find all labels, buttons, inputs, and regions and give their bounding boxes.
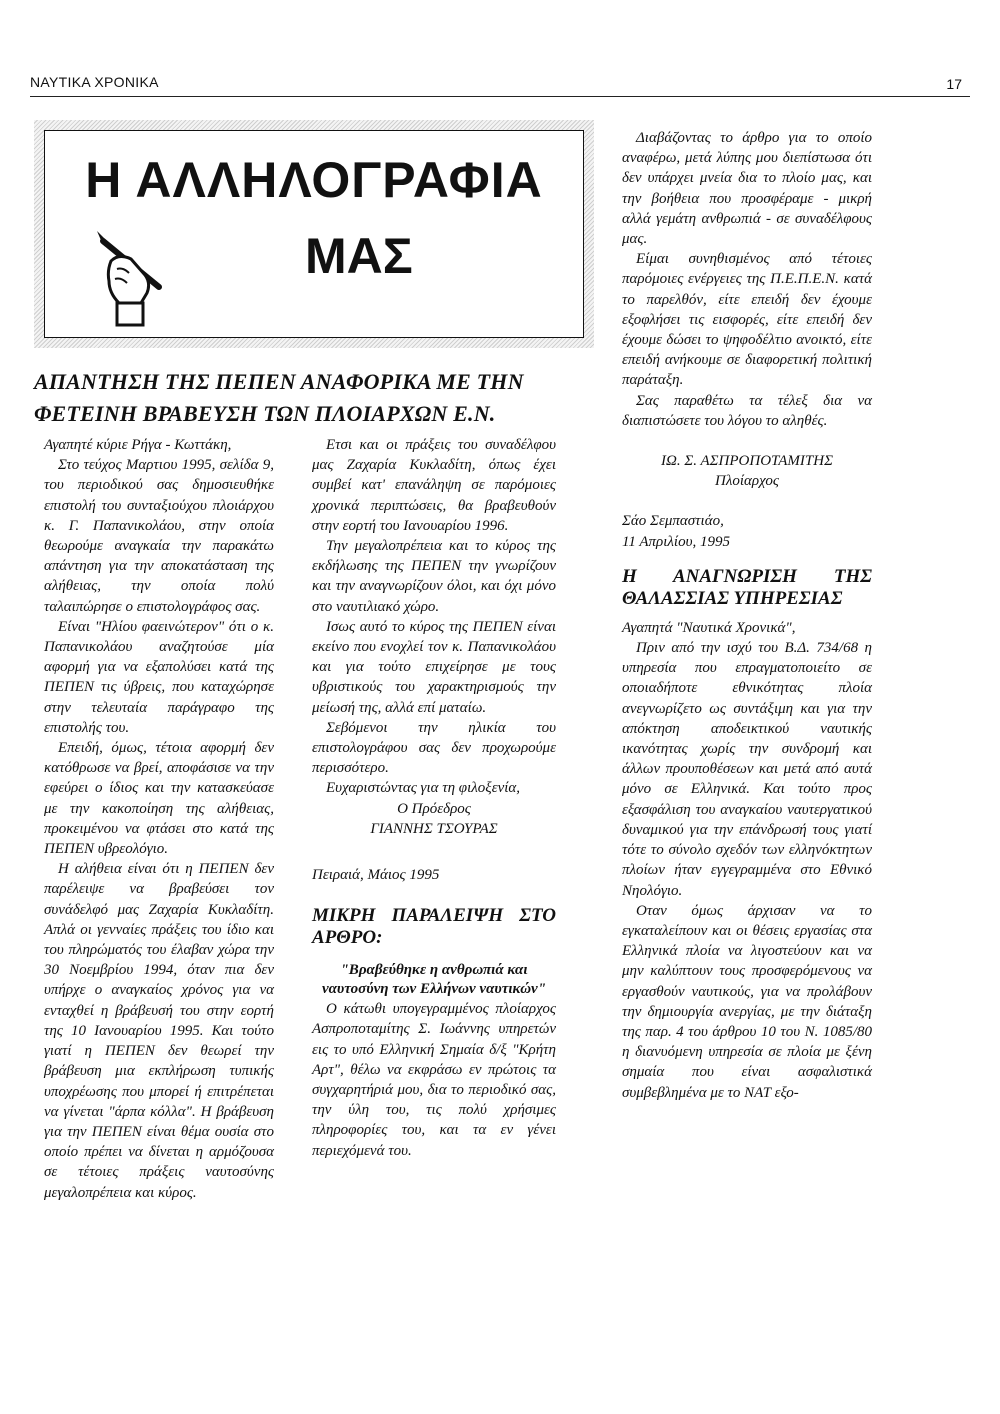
article-quote: "Βραβεύθηκε η ανθρωπιά και ναυτοσύνη των Ελλήνων ναυτικών" xyxy=(321,962,547,998)
signer-name: ΙΩ. Σ. ΑΣΠΡΟΠΟΤΑΜΙΤΗΣ xyxy=(660,453,834,470)
signer-role: Ο Πρόεδρος xyxy=(397,800,471,817)
section-banner xyxy=(34,120,594,348)
paragraph: Ο κάτωθι υπογεγραμμένος πλοίαρχος Ασπροποταμίτης Σ. Ιωάννης υπηρετών εις το υπό Ελληνική Σημαία δ/ξ "Κρήτη Αρτ", θέλω να εκφράσω εν πρώτοις τα συγχαρητήριά μου, δια το περιοδικό σας, την ύλη του, τις πολύ χρήσιμες πληροφορίες του, και τα εν γένει περιεχόμενά του. xyxy=(312,1001,556,1159)
paragraph: Ετσι και οι πράξεις του συναδέλφου μας Ζαχαρία Κυκλαδίτη, όπως έχει συμβεί κατ' επανάληψη σε παρόμοιες χρονικά περιπτώσεις, θα βραβευθούν στην εορτή του Ιανουαρίου 1996. xyxy=(312,437,556,534)
salutation: Αγαπητά "Ναυτικά Χρονικά", xyxy=(622,619,796,636)
paragraph: Επειδή, όμως, τέτοια αφορμή δεν κατόθρωσε να βρεί, αποφάσισε να την εφεύρει ο ίδιος και την κατασκεύασε με την κακοποίηση της αλήθειας, προκειμένου να φτάσει στο κατά της ΠΕΠΕΝ υβρεολόγιο. xyxy=(44,740,274,858)
page-number: 17 xyxy=(946,76,962,92)
magazine-name: ΝΑΥΤΙΚΑ ΧΡΟΝΙΚΑ xyxy=(30,74,159,90)
banner-subtitle: ΜΑΣ xyxy=(305,228,413,284)
signer-role: Πλοίαρχος xyxy=(715,473,779,490)
paragraph: Ευχαριστώντας για τη φιλοξενία, xyxy=(326,780,521,797)
page-header xyxy=(30,74,970,97)
paragraph: Πριν από την ισχύ του Β.Δ. 734/68 η υπηρεσία που επραγματοποιείτο σε οποιαδήποτε εθνικότητας πλοία ανεγνωρίζετο ως συντάξιμη και για την απόκτηση αποδεικτικού ναυτικής ικανότητας χωρίς την συνδρομή και άλλων προυποθέσεων και μετά από αυτά μόνο σε Ελληνικά. Και τούτο προς εξασφάλιση του αναγκαίου ναυτεργατικού δυναμικού για την επάνδρωσή τους γιατί τότε το σύνολο σχεδόν των ελληνόκτητων πλοίων ήταν εγγεγραμμένα στο Εθνικό Νηολόγιο. xyxy=(622,640,872,899)
article-headline: Η ΑΝΑΓΝΩΡΙΣΗ ΤΗΣ ΘΑΛΑΣΣΙΑΣ ΥΠΗΡΕΣΙΑΣ xyxy=(622,565,872,609)
paragraph: Ισως αυτό το κύρος της ΠΕΠΕΝ είναι εκείνο που ενοχλεί τον κ. Παπανικολάου και για τούτο επιχείρησε με τους υβριστικούς του χαρακτηρισμούς την μείωσή της, αλλά επί ματαίω. xyxy=(312,618,556,716)
paragraph: Σας παραθέτω τα τέλεξ δια να διαπιστώσετε του λόγου το αληθές. xyxy=(622,392,872,429)
paragraph: Είναι "Ηλίου φαεινώτερον" ότι ο κ. Παπανικολάου αναζητούσε μία αφορμή για να εξαπολύσει κατά της ΠΕΠΕΝ τις ύβρεις, που καταχώρησε στην τελευταία παράγραφο της επιστολής του. xyxy=(44,618,274,736)
place: Σάο Σεμπαστιάο, xyxy=(622,513,724,530)
date: 11 Απριλίου, 1995 xyxy=(622,533,730,550)
article-headline: ΜΙΚΡΗ ΠΑΡΑΛΕΙΨΗ ΣΤΟ ΑΡΘΡΟ: xyxy=(312,905,556,949)
column-left xyxy=(44,435,274,1203)
place-date: Πειραιά, Μάιος 1995 xyxy=(312,867,440,884)
paragraph: Σεβόμενοι την ηλικία του επιστολογράφου σας δεν προχωρούμε περισσότερο. xyxy=(312,719,556,777)
paragraph: Είμαι συνηθισμένος από τέτοιες παρόμοιες ενέργειες της Π.Ε.Π.Ε.Ν. κατά το παρελθόν, είτε επειδή δεν έχουμε εξοφλήσει τις εισφορές, είτε επειδή δεν έχουμε δώσει το ψηφοδέλτιο ανοικτό, είτε επειδή ανήκουμε σε διαφορετική πολιτική παράταξη. xyxy=(622,251,872,389)
salutation: Αγαπητέ κύριε Ρήγα - Κωττάκη, xyxy=(44,437,232,453)
signer-name: ΓΙΑΝΝΗΣ ΤΣΟΥΡΑΣ xyxy=(370,820,498,837)
paragraph: Στο τεύχος Μαρτιου 1995, σελίδα 9, του περιοδικού σας δημοσιευθήκε επιστολή του συνταξιούχου πλοιάρχου κ. Γ. Παπανικολάου, στην οποία θεωρούμε αναγκαία την παρακάτω απάντηση για την αποκατάσταση της αλήθειας, την οποία πολύ ταλαιπώρησε ο επιστολογράφος σας. xyxy=(44,457,274,615)
paragraph: Διαβάζοντας το άρθρο για το οποίο αναφέρω, μετά λύπης μου διεπίστωσα ότι δεν υπάρχει μνεία δια το πλοίο μας, και την βοήθεια που προσφέραμε - μικρή αλλά γεμάτη ανθρωπιά - σε συναδέλφους μας. xyxy=(622,130,872,248)
article-headline: ΑΠΑΝΤΗΣΗ ΤΗΣ ΠΕΠΕΝ ΑΝΑΦΟΡΙΚΑ ΜΕ ΤΗΝ ΦΕΤΕΙΝΗ ΒΡΑΒΕΥΣΗ ΤΩΝ ΠΛΟΙΑΡΧΩΝ Ε.Ν. xyxy=(34,369,524,426)
banner-frame xyxy=(44,130,584,338)
column-middle xyxy=(312,435,556,1161)
paragraph: Την μεγαλοπρέπεια και το κύρος της εκδήλωσης της ΠΕΠΕΝ την γνωρίζουν και την αναγνωρίζουν όλοι, και όχι μόνο στο ναυτιλιακό χώρο. xyxy=(312,538,556,615)
paragraph: Η αλήθεια είναι ότι η ΠΕΠΕΝ δεν παρέλειψε να βραβεύσει τον συνάδελφό μας Ζαχαρία Κυκλαδίτη. Απλά οι γενναίες πράξεις του ίδιο και του πληρώματός του έλαβαν χώρα την 30 Νοεμβρίου 1994, όταν πια δεν υπήρχε ο αναγκαίος χρόνος για να ενταχθεί η βράβευσή του στην εορτή της 10 Ιανουαρίου 1995. Και τούτο γιατί η ΠΕΠΕΝ δεν θεωρεί την βράβευση μια εκπλήρωση τυπικής υποχρέωσης που μπορεί ή επιτρέπεται να γίνεται "άρπα κόλλα". Η βράβευση για την ΠΕΠΕΝ είναι θέμα ουσία στο οποίο πρέπει να δίνεται η αρμόζουσα σε τέτοιες πράξεις ναυτοσύνης μεγαλοπρέπεια και κύρος. xyxy=(44,861,274,1201)
paragraph: Οταν όμως άρχισαν να το εγκαταλείπουν και οι θέσεις εργασίας στα Ελληνικά πλοία να λιγοστεύουν και να μην καλύπτουν τους προσφερόμενους να εργασθούν ναυτικούς, για να προλάβουν την δημιουργία ανεργίας, με την διάταξη της παρ. 4 του άρθρου 10 του Ν. 1085/80 η διανυόμενη υπηρεσία σε πλοία με ξένη σημαία που είναι ασφαλιστικά συμβεβλημένα με το ΝΑΤ εξο- xyxy=(622,902,872,1101)
writing-hand-icon xyxy=(89,223,179,333)
banner-title: Η ΑΛΛΗΛΟΓΡΑΦΙΑ xyxy=(85,152,543,208)
column-right xyxy=(622,128,872,1103)
